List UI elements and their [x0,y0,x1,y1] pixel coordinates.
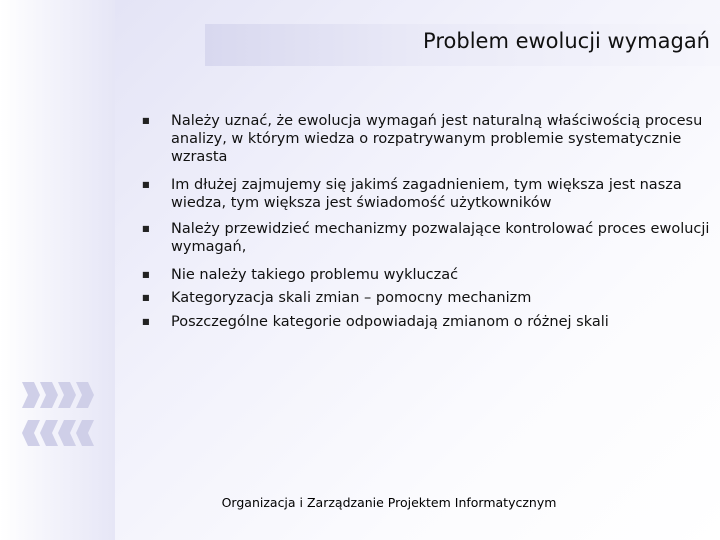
left-panel [0,0,115,540]
bullet-text: Należy uznać, że ewolucja wymagań jest naturalną właściwością procesu analizy, w którym wiedza o rozpatrywanym problemie systematycznie wzrasta [171,113,703,165]
square-bullet-icon: ■ [142,270,150,279]
square-bullet-icon: ■ [142,293,150,302]
square-bullet-icon: ■ [142,317,150,326]
list-item [140,176,710,212]
list-item [140,313,710,331]
list-item [140,112,710,166]
list-item [140,220,710,256]
slide-title: Problem ewolucji wymagań [423,29,710,53]
square-bullet-icon: ■ [142,224,150,233]
bullet-list [140,112,710,331]
list-item [140,289,710,307]
chevron-decoration [18,380,98,452]
bullet-text: Im dłużej zajmujemy się jakimś zagadnieniem, tym większa jest nasza wiedza, tym większa jest świadomość użytkowników [171,177,682,211]
square-bullet-icon: ■ [142,180,150,189]
bullet-text: Kategoryzacja skali zmian – pomocny mechanizm [171,290,532,306]
bullet-text: Poszczególne kategorie odpowiadają zmianom o różnej skali [171,314,609,330]
chevron-left-icon [22,420,94,446]
chevron-right-icon [22,382,94,408]
list-item [140,266,710,284]
footer: Organizacja i Zarządzanie Projektem Informatycznym [221,495,557,510]
bullet-text: Nie należy takiego problemu wykluczać [171,267,459,283]
square-bullet-icon: ■ [142,116,150,125]
title-bar [205,24,720,66]
bullet-text: Należy przewidzieć mechanizmy pozwalające kontrolować proces ewolucji wymagań, [171,221,710,255]
